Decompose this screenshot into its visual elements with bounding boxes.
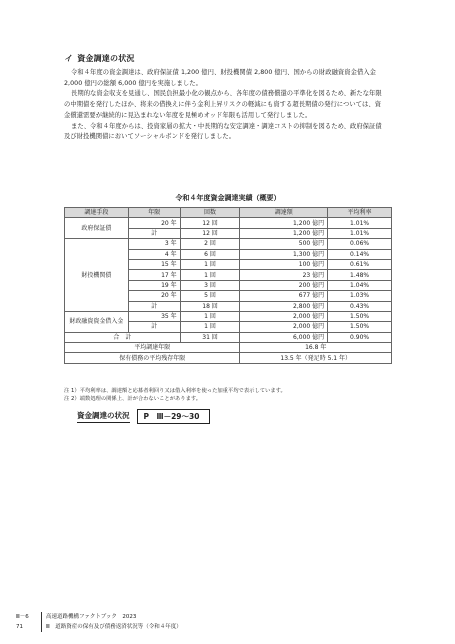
table-header-row [65,208,392,218]
count-cell: 1 回 [180,311,240,321]
group-label: 財政融資資金借入金 [65,311,129,332]
table-notes [64,387,394,404]
body-text [64,68,384,143]
term-cell: 計 [128,322,180,332]
group-label: 政府保証債 [65,218,129,239]
amount-cell: 2,000 億円 [240,311,328,321]
section-mark: イ [64,54,73,63]
rate-cell: 1.01% [328,228,392,238]
term-cell: 計 [128,301,180,311]
note-2: 注 2）端数処理の関係上、計が合わないことがあります。 [64,396,202,403]
rate-cell: 0.06% [328,239,392,249]
amount-cell: 1,200 億円 [240,228,328,238]
amount-cell: 1,300 億円 [240,249,328,259]
footer-page-bottom: 71 [16,624,23,630]
reference-label: 資金調達の状況 [77,410,130,423]
footer-row-bottom [16,622,436,632]
total-label: 合 計 [65,332,181,342]
term-cell: 20 年 [128,218,180,228]
amount-cell: 200 億円 [240,280,328,290]
page-footer [16,612,436,632]
table-row [65,239,392,249]
section-title: 資金調達の状況 [77,54,135,63]
total-row [65,332,392,342]
note-1: 注 1）平均利率は、調達額と応募者利回り又は借入利率を使った加重平均で表示しています。 [64,388,286,394]
paragraph-2: 長期的な資金収支を見通し、国民負担最小化の観点から、各年度の債務償還の平準化を図るため、新たな年限の中期債を発行したほか、将来の借換えに伴う金利上昇リスクの軽減にも資する超長期債の発行については、資金償還需要が継続的に見込まれない年度を見極めオッド年限も活用して発行しました。 [64,90,382,119]
rate-cell: 1.03% [328,291,392,301]
count-cell: 6 回 [180,249,240,259]
total-count: 31 回 [180,332,240,342]
table-row [65,311,392,321]
header-count: 回数 [180,208,240,218]
term-cell: 3 年 [128,239,180,249]
amount-cell: 100 億円 [240,259,328,269]
term-cell: 20 年 [128,291,180,301]
paragraph-1: 令和４年度の資金調達は、政府保証債 1,200 億円、財投機関債 2,800 億円、国からの財政融資資金借入金 2,000 億円の総額 6,000 億円を実施しました。 [64,69,376,87]
rate-cell: 1.50% [328,322,392,332]
count-cell: 12 回 [180,218,240,228]
count-cell: 3 回 [180,280,240,290]
avg-term-row [65,343,392,353]
term-cell: 4 年 [128,249,180,259]
count-cell: 18 回 [180,301,240,311]
group-label: 財投機関債 [65,239,129,312]
header-term: 年限 [128,208,180,218]
amount-cell: 1,200 億円 [240,218,328,228]
avg-remaining-value: 13.5 年（発足時 5.1 年） [240,353,392,363]
footer-row-top [16,612,436,622]
rate-cell: 0.14% [328,249,392,259]
header-amount: 調達額 [240,208,328,218]
total-rate: 0.90% [328,332,392,342]
rate-cell: 1.48% [328,270,392,280]
rate-cell: 1.01% [328,218,392,228]
term-cell: 計 [128,228,180,238]
footer-title-bottom: Ⅲ 道路資産の保有及び債務返済状況等（令和４年度） [46,624,182,630]
amount-cell: 500 億円 [240,239,328,249]
amount-cell: 677 億円 [240,291,328,301]
amount-cell: 2,000 億円 [240,322,328,332]
footer-page-top: Ⅲ－6 [16,614,29,620]
count-cell: 12 回 [180,228,240,238]
footer-divider [41,612,42,622]
table-row [65,218,392,228]
rate-cell: 1.04% [328,280,392,290]
header-method: 調達手段 [65,208,129,218]
rate-cell: 0.43% [328,301,392,311]
amount-cell: 23 億円 [240,270,328,280]
count-cell: 2 回 [180,239,240,249]
term-cell: 19 年 [128,280,180,290]
avg-term-value: 16.8 年 [240,343,392,353]
rate-cell: 0.61% [328,259,392,269]
footer-divider [41,622,42,632]
paragraph-3: また、令和４年度からは、投資家層の拡大・中長期的な安定調達・調達コストの抑制を図るため、政府保証債及び財投機関債においてソーシャルボンドを発行しました。 [64,122,382,141]
count-cell: 1 回 [180,322,240,332]
avg-term-label: 平均調達年限 [65,343,240,353]
count-cell: 1 回 [180,259,240,269]
count-cell: 1 回 [180,270,240,280]
funding-table [64,207,392,364]
section-heading [64,53,135,64]
header-rate: 平均利率 [328,208,392,218]
term-cell: 17 年 [128,270,180,280]
total-amount: 6,000 億円 [240,332,328,342]
rate-cell: 1.50% [328,311,392,321]
table-title: 令和４年度資金調達実績（概要） [175,194,281,202]
term-cell: 15 年 [128,259,180,269]
term-cell: 35 年 [128,311,180,321]
reference-page-link[interactable]: P Ⅲ－29～30 [137,409,211,424]
footer-title-top: 高速道路機構ファクトブック 2023 [46,614,137,620]
avg-remaining-label: 保有債務の平均残存年限 [65,353,240,363]
count-cell: 5 回 [180,291,240,301]
amount-cell: 2,800 億円 [240,301,328,311]
avg-remaining-row [65,353,392,363]
reference-box [77,409,210,424]
